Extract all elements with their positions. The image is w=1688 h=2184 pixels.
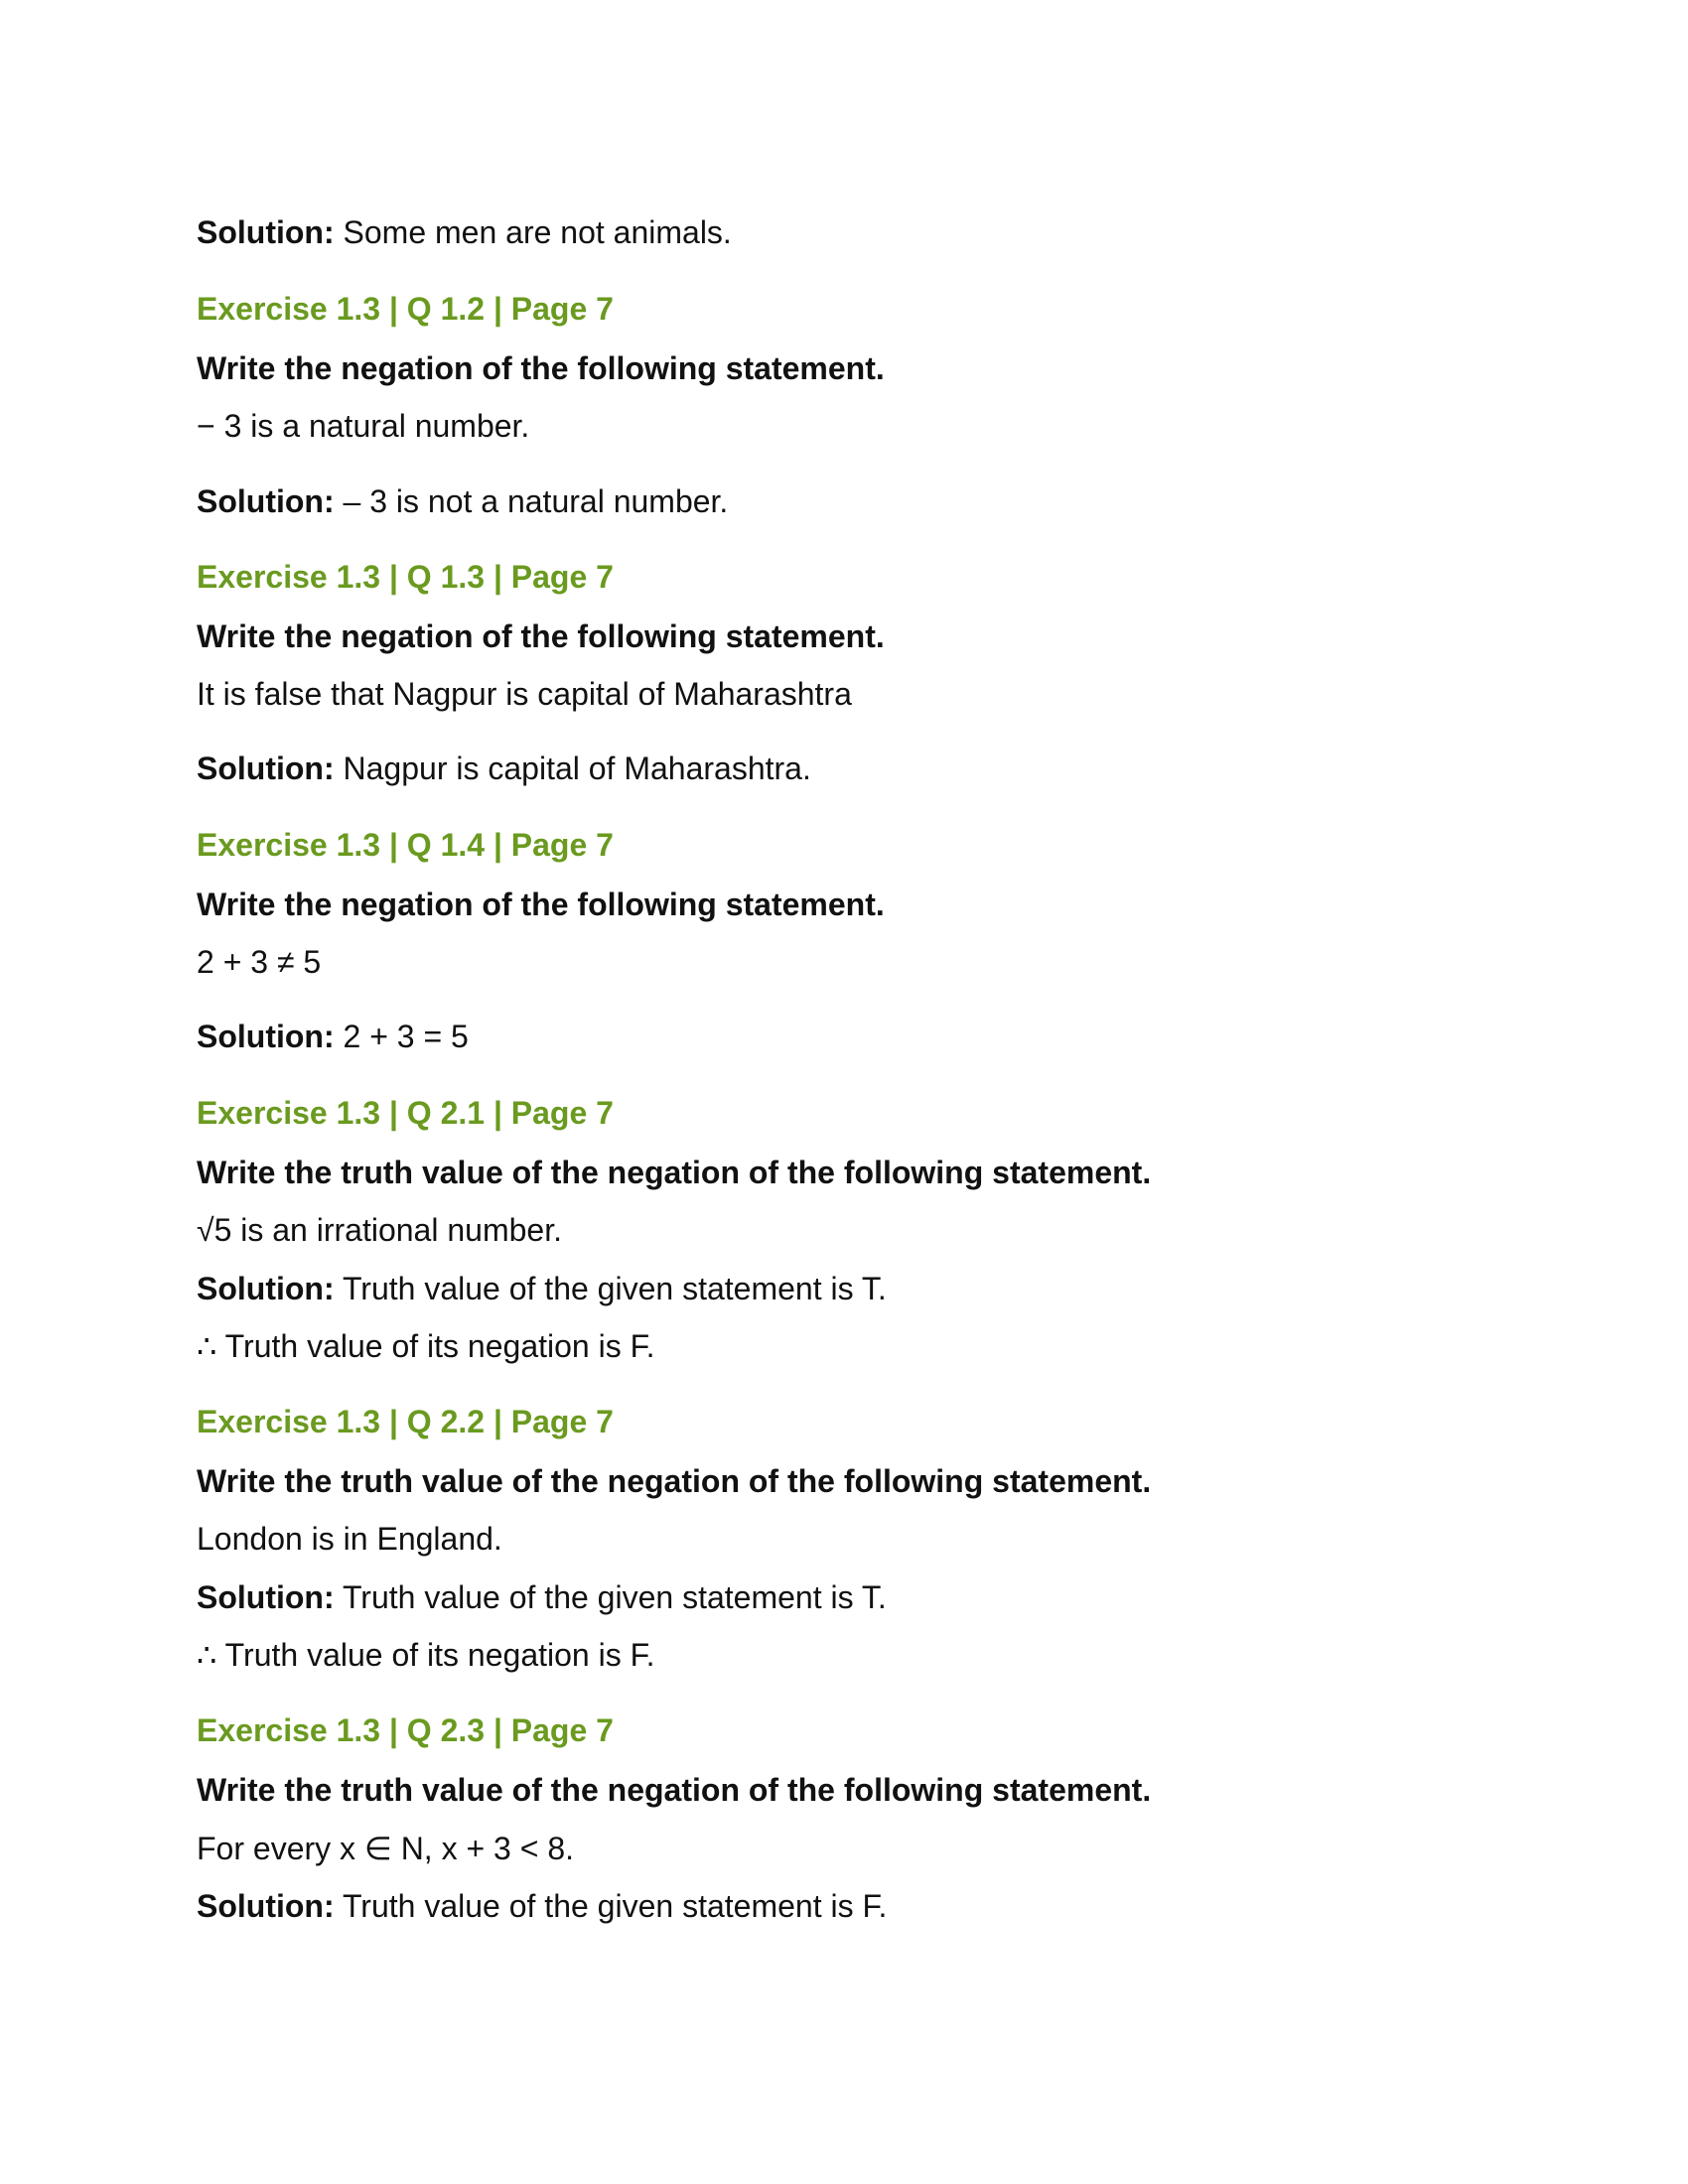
statement-text: 2 + 3 ≠ 5	[197, 944, 322, 980]
solution-label: Solution:	[197, 214, 335, 250]
question-prompt: Write the truth value of the negation of the following statement.	[197, 1772, 1152, 1808]
solution-text: 2 + 3 = 5	[334, 1019, 469, 1054]
exercise-heading: Exercise 1.3 | Q 2.1 | Page 7	[197, 1095, 614, 1131]
question-prompt: Write the negation of the following statement.	[197, 887, 885, 922]
exercise-heading: Exercise 1.3 | Q 2.2 | Page 7	[197, 1404, 614, 1439]
conclusion-text: ∴ Truth value of its negation is F.	[197, 1328, 655, 1364]
question-prompt: Write the truth value of the negation of the following statement.	[197, 1155, 1152, 1190]
question-prompt: Write the negation of the following statement.	[197, 618, 885, 654]
solution-label: Solution:	[197, 1888, 335, 1924]
statement-text: London is in England.	[197, 1521, 502, 1557]
solution-label: Solution:	[197, 1579, 335, 1615]
solution-text: Truth value of the given statement is F.	[334, 1888, 888, 1924]
solution-line	[197, 749, 811, 788]
solution-label: Solution:	[197, 1271, 335, 1306]
exercise-heading: Exercise 1.3 | Q 1.3 | Page 7	[197, 559, 614, 595]
solution-line	[197, 481, 728, 521]
question-prompt: Write the truth value of the negation of the following statement.	[197, 1463, 1152, 1499]
solution-line	[197, 1886, 887, 1926]
solution-line	[197, 212, 732, 252]
solution-line	[197, 1269, 887, 1308]
solution-text: Some men are not animals.	[334, 214, 732, 250]
solution-label: Solution:	[197, 751, 335, 786]
exercise-heading: Exercise 1.3 | Q 1.4 | Page 7	[197, 827, 614, 863]
question-prompt: Write the negation of the following statement.	[197, 350, 885, 386]
conclusion-text: ∴ Truth value of its negation is F.	[197, 1637, 655, 1673]
solution-text: Truth value of the given statement is T.	[334, 1271, 887, 1306]
solution-label: Solution:	[197, 483, 335, 519]
solution-line	[197, 1577, 887, 1617]
statement-text: For every x ∈ N, x + 3 < 8.	[197, 1831, 574, 1866]
solution-label: Solution:	[197, 1019, 335, 1054]
solution-line	[197, 1017, 469, 1056]
solution-text: Nagpur is capital of Maharashtra.	[334, 751, 811, 786]
solution-text: Truth value of the given statement is T.	[334, 1579, 887, 1615]
exercise-heading: Exercise 1.3 | Q 1.2 | Page 7	[197, 291, 614, 327]
solution-text: – 3 is not a natural number.	[334, 483, 729, 519]
statement-text: √5 is an irrational number.	[197, 1212, 562, 1248]
exercise-heading: Exercise 1.3 | Q 2.3 | Page 7	[197, 1712, 614, 1748]
statement-text: It is false that Nagpur is capital of Maharashtra	[197, 676, 852, 712]
statement-text: − 3 is a natural number.	[197, 408, 530, 444]
